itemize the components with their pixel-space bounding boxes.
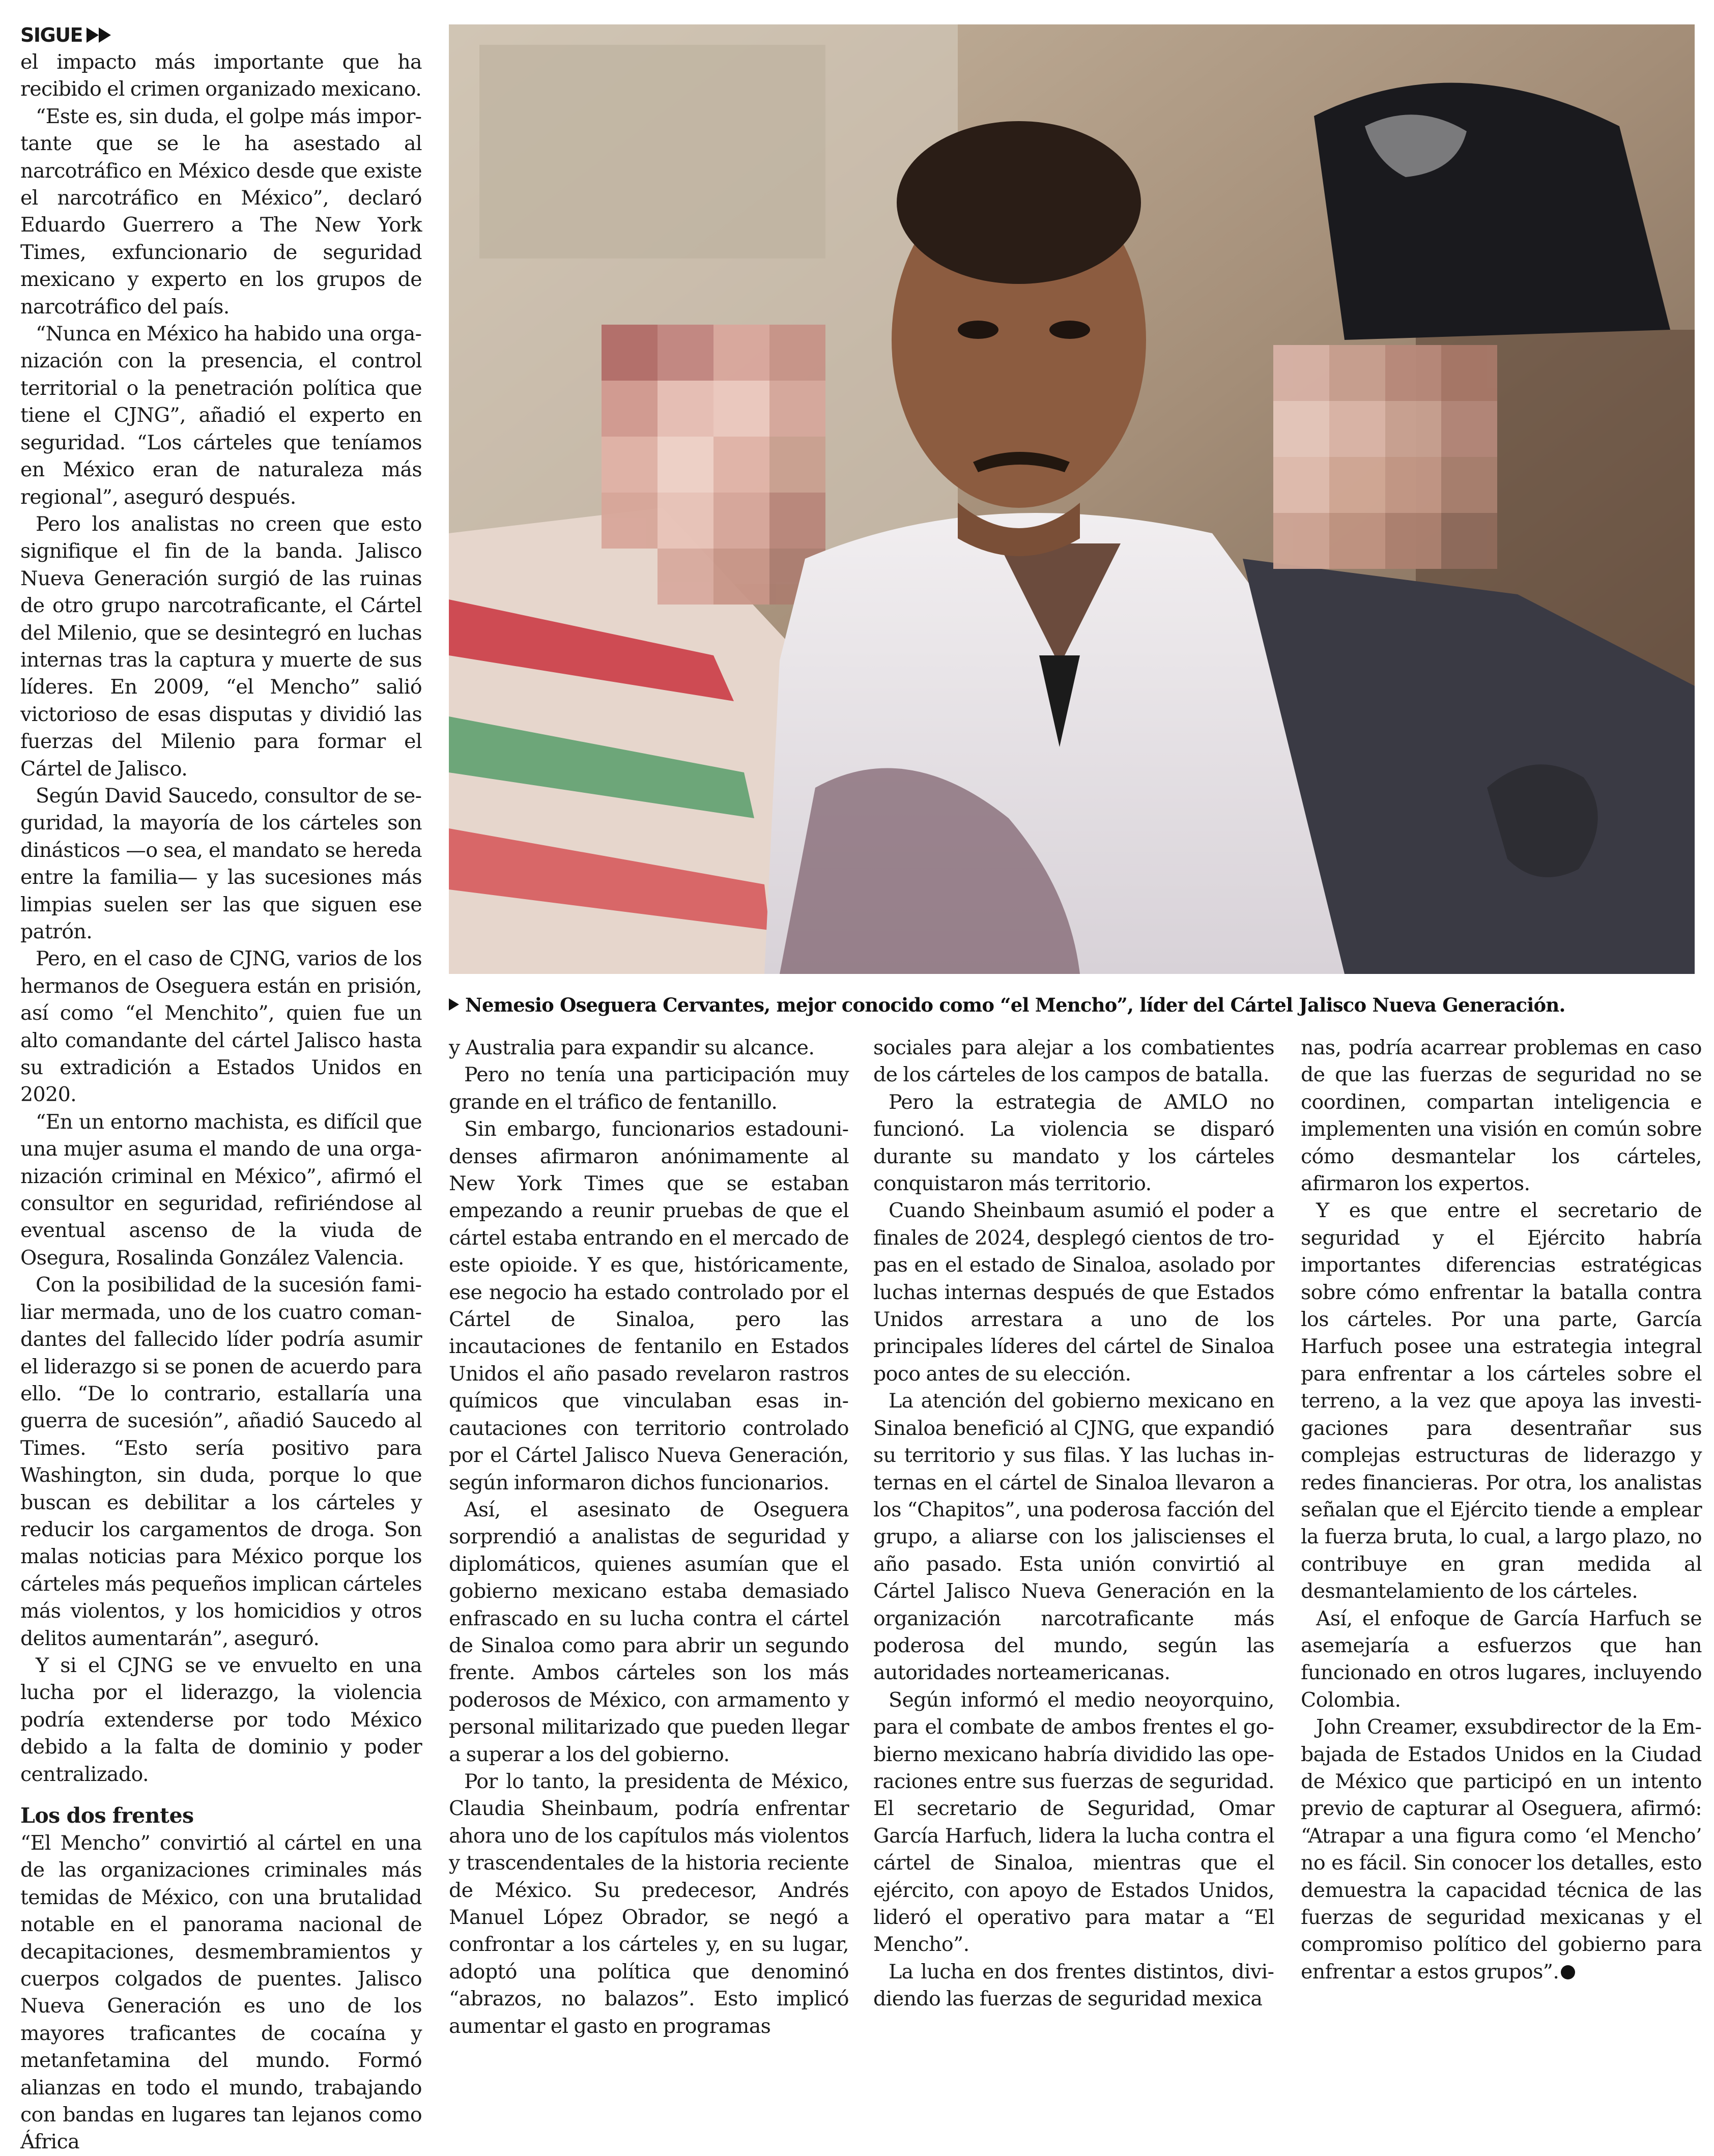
paragraph: Por lo tanto, la presidenta de México, Claudia Sheinbaum, podría enfrentar ahora uno de los capítulos más violentos y trascendentales de la historia reciente de México. Su predecesor, Andrés Manuel López Obrador, se negó a confrontar a los cárteles y, en su lugar, adoptó una política que denominó “abrazos, no balazos”. Esto implicó aumentar el gasto en programas (449, 1769, 849, 2038)
caption-text: Nemesio Oseguera Cervantes, mejor conocido como “el Mencho”, líder del Cártel Jalisco Nueva Generación. (465, 994, 1565, 1016)
end-of-article-icon (1561, 1965, 1575, 1979)
paragraph: “Este es, sin duda, el golpe más importante que se le ha asestado al narcotráfico en México desde que existe el narcotráfico en México”, declaró Eduardo Guerrero a The New York Times, exfuncionario de seguridad mexicano y experto en los grupos de narcotráfico del país. (20, 104, 422, 319)
continued-marker (20, 22, 111, 48)
paragraph: Pero no tenía una participación muy grande en el tráfico de fentanillo. (449, 1063, 849, 1114)
paragraph: y Australia para expandir su alcance. (449, 1036, 815, 1059)
paragraph: “El Mencho” convirtió al cártel en una de las organizaciones criminales más temidas de México, con una brutalidad notable en el panorama nacional de decapitaciones, desmembramientos y cuerpos colgados de puentes. Jalisco Nueva Generación es uno de los mayores traficantes de cocaína y metanfetamina del mundo. Formó alianzas en todo el mundo, trabajando con bandas en lugares tan lejanos como África (20, 1831, 422, 2154)
article-column-2 (449, 1034, 849, 2038)
paragraph-text: John Creamer, exsubdirector de la Embajada de Estados Unidos en la Ciudad de México que participó en un intento previo de capturar al Oseguera, afirmó: “Atrapar a una figura como ‘el Mencho’ no es fácil. Sin conocer los detalles, esto demuestra la capacidad técnica de las fuerzas de seguridad mexicanas y el compromiso político del gobierno para enfrentar a estos grupos”. (1301, 1715, 1702, 1983)
paragraph: Así, el asesinato de Oseguera sorprendió a analistas de seguridad y diplomáticos, quienes asumían que el gobierno mexicano estaba demasiado enfrascado en su lucha contra el cártel de Sinaloa como para abrir un segundo frente. Ambos cárteles son los más poderosos de México, con armamento y personal militarizado que pueden llegar a superar a los del gobierno. (449, 1498, 849, 1766)
paragraph: sociales para alejar a los combatientes de los cárteles de los campos de batalla. (873, 1036, 1274, 1087)
paragraph: Cuando Sheinbaum asumió el poder a finales de 2024, desplegó cientos de tropas en el estado de Sinaloa, asolado por luchas internas después de que Estados Unidos arrestara a uno de los principales líderes del cártel de Sinaloa poco antes de su elección. (873, 1199, 1274, 1386)
paragraph: La atención del gobierno mexicano en Sinaloa benefició al CJNG, que expandió su territorio y sus filas. Y las luchas internas en el cártel de Sinaloa llevaron a los “Chapitos”, una poderosa facción del grupo, a aliarse con los jaliscienses el año pasado. Esta unión convirtió al Cártel Jalisco Nueva Generación en la organización narcotraficante más poderosa del mundo, según las autoridades norteamericanas. (873, 1389, 1274, 1685)
paragraph: Según David Saucedo, consultor de seguridad, la mayoría de los cárteles son dinásticos —o sea, el mandato se hereda entre la familia— y las sucesiones más limpias suelen ser las que siguen ese patrón. (20, 784, 422, 943)
article-column-3 (873, 1034, 1274, 2011)
double-arrow-icon (87, 27, 111, 43)
paragraph: Y si el CJNG se ve envuelto en una lucha por el liderazgo, la violencia podría extenderse por todo México debido a la falta de dominio y poder centralizado. (20, 1653, 422, 1786)
article-column-4 (1301, 1034, 1702, 1989)
caption-arrow-icon (449, 998, 459, 1011)
article-photo (449, 24, 1695, 974)
paragraph: Pero los analistas no creen que esto signifique el fin de la banda. Jalisco Nueva Generación surgió de las ruinas de otro grupo narcotraficante, el Cártel del Milenio, que se desintegró en luchas internas tras la captura y muerte de sus líderes. En 2009, “el Mencho” salió victorioso de esas disputas y dividió las fuerzas del Milenio para formar el Cártel de Jalisco. (20, 512, 422, 781)
paragraph (1301, 1714, 1702, 1986)
paragraph: Sin embargo, funcionarios estadounidenses afirmaron anónimamente al New York Times que se estaban empezando a reunir pruebas de que el cártel estaba entrando en el mercado de este opioide. Y es que, históricamente, ese negocio ha estado controlado por el Cártel de Sinaloa, pero las incautaciones de fentanilo en Estados Unidos el año pasado revelaron rastros químicos que vinculaban esas incautaciones con territorio controlado por el Cártel Jalisco Nueva Generación, según informaron dichos funcionarios. (449, 1117, 849, 1494)
photo-caption (449, 992, 1701, 1018)
paragraph: Pero la estrategia de AMLO no funcionó. La violencia se disparó durante su mandato y los cárteles conquistaron más territorio. (873, 1090, 1274, 1196)
paragraph: Así, el enfoque de García Harfuch se asemejaría a esfuerzos que han funcionado en otros lugares, incluyendo Colombia. (1301, 1606, 1702, 1712)
paragraph: “En un entorno machista, es difícil que una mujer asuma el mando de una organización criminal en México”, afirmó el consultor en seguridad, refiriéndose al eventual ascenso de la viuda de Osegura, Rosalinda González Valencia. (20, 1110, 422, 1270)
paragraph: “Nunca en México ha habido una organización con la presencia, el control territorial o la penetración política que tiene el CJNG”, añadió el experto en seguridad. “Los cárteles que teníamos en México eran de naturaleza más regional”, aseguró después. (20, 322, 422, 509)
paragraph: nas, podría acarrear problemas en caso de que las fuerzas de seguridad no se coordinen, compartan inteligencia e implementen una visión en común sobre cómo desmantelar los cárteles, afirmaron los expertos. (1301, 1036, 1702, 1196)
continued-label: SIGUE (20, 24, 83, 46)
paragraph: La lucha en dos frentes distintos, dividiendo las fuerzas de seguridad mexica (873, 1960, 1274, 2011)
paragraph: Según informó el medio neoyorquino, para el combate de ambos frentes el gobierno mexicano habría dividido las operaciones entre sus fuerzas de seguridad. El secretario de Seguridad, Omar García Harfuch, lidera la lucha contra el cártel de Sinaloa, mientras que el ejército, con apoyo de Estados Unidos, lideró el operativo para matar a “El Mencho”. (873, 1688, 1274, 1957)
article-column-1 (20, 49, 422, 2154)
paragraph: Y es que entre el secretario de seguridad y el Ejército habría importantes diferencias estratégicas sobre cómo enfrentar la batalla contra los cárteles. Por una parte, García Harfuch posee una estrategia integral para enfrentar a los cárteles sobre el terreno, a la vez que apoya las investigaciones para desentrañar sus complejas estructuras de liderazgo y redes financieras. Por otra, los analistas señalan que el Ejército tiende a emplear la fuerza bruta, lo cual, a largo plazo, no contribuye en gran medida al desmantelamiento de los cárteles. (1301, 1199, 1702, 1603)
section-subheading: Los dos frentes (20, 1803, 194, 1828)
paragraph: Pero, en el caso de CJNG, varios de los hermanos de Oseguera están en prisión, así como “el Menchito”, quien fue un alto comandante del cártel Jalisco hasta su extradición a Estados Unidos en 2020. (20, 947, 422, 1107)
paragraph: el impacto más importante que ha recibido el crimen organizado mexicano. (20, 50, 422, 101)
paragraph: Con la posibilidad de la sucesión familiar mermada, uno de los cuatro comandantes del fallecido líder podría asumir el liderazgo si se ponen de acuerdo para ello. “De lo contrario, estallaría una guerra de sucesión”, añadió Saucedo al Times. “Esto sería positivo para Washington, sin duda, porque lo que buscan es debilitar a los cárteles y reducir los cargamentos de droga. Son malas noticias para México porque los cárteles más pequeños implican cárteles más violentos, y los homicidios y otros delitos aumentarán”, aseguró. (20, 1273, 422, 1650)
